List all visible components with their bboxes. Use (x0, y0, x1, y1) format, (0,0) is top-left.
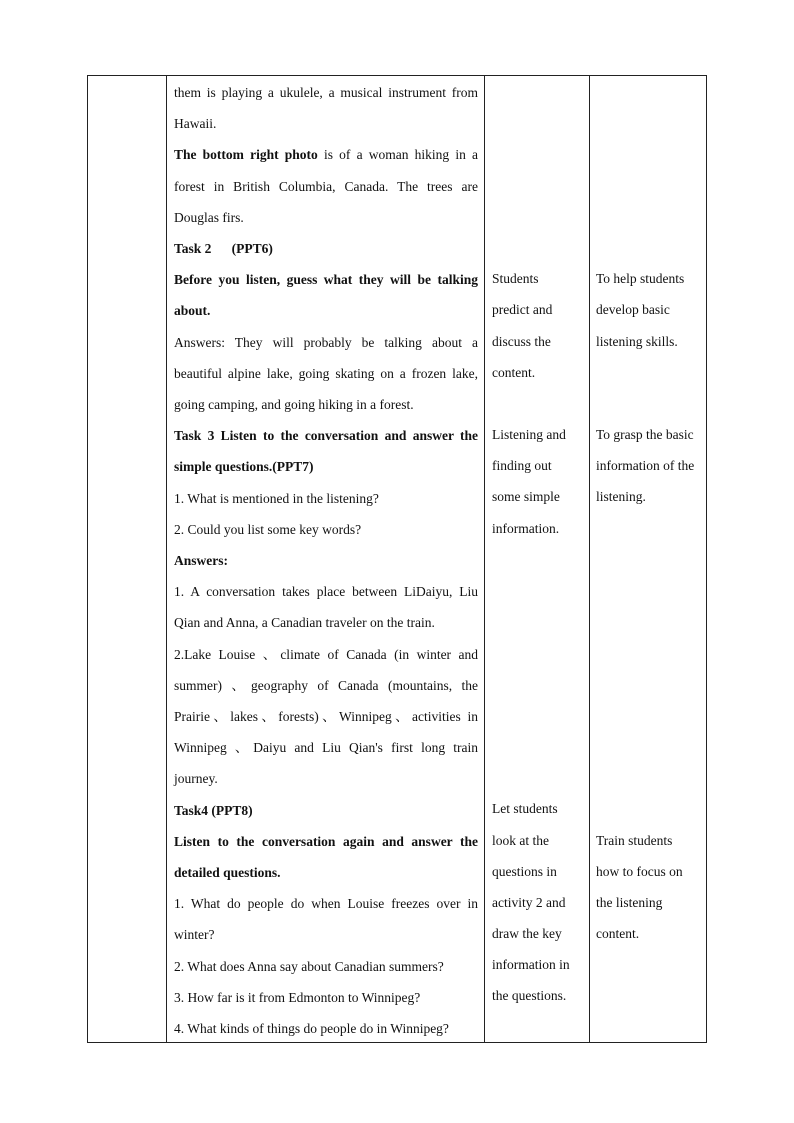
student-activity-line: finding out (492, 458, 552, 474)
student-activity-line: Students (492, 271, 539, 287)
answer-item: 2.Lake Louise 、climate of Canada (in winter and summer) 、geography of Canada (mountains, the Prairie、lakes、forests)、Winnipeg、activities in Winnipeg 、Daiyu and Liu Qian's first long train journey. (174, 646, 478, 787)
student-activity-line: Listening and (492, 427, 566, 443)
student-activity-line: activity 2 and (492, 894, 566, 910)
answer-item: 1. A conversation takes place between LiDaiyu, Liu Qian and Anna, a Canadian traveler on the train. (174, 584, 478, 631)
purpose-line: listening. (596, 489, 646, 505)
column-divider (166, 76, 167, 1042)
column-divider (589, 76, 590, 1042)
student-activity-line: draw the key (492, 926, 562, 942)
student-activity-line: Let students (492, 801, 558, 817)
question-item: 3. How far is it from Edmonton to Winnipeg? (174, 989, 421, 1005)
teaching-procedure-column (174, 76, 478, 1044)
student-activity-line: information in (492, 957, 570, 973)
task-instruction: Before you listen, guess what they will be talking about. (174, 272, 478, 319)
answer-text: Answers: They will probably be talking about a beautiful alpine lake, going skating on a frozen lake, going camping, and going hiking in a forest. (174, 334, 478, 413)
question-item: 4. What kinds of things do people do in Winnipeg? (174, 1021, 449, 1037)
purpose-line: listening skills. (596, 333, 678, 349)
student-activity-line: some simple (492, 489, 560, 505)
student-activity-line: the questions. (492, 988, 567, 1004)
purpose-line: develop basic (596, 302, 670, 318)
procedure-text: them is playing a ukulele, a musical instrument from Hawaii. (174, 85, 478, 132)
question-item: 1. What do people do when Louise freezes over in winter? (174, 896, 478, 943)
purpose-line: the listening (596, 894, 663, 910)
student-activity-line: look at the (492, 832, 549, 848)
task-instruction: Listen to the conversation again and answer the detailed questions. (174, 833, 478, 881)
task-heading: Task 3 Listen to the conversation and answer the simple questions.(PPT7) (174, 428, 478, 475)
student-activity-line: questions in (492, 863, 557, 879)
student-activity-line: predict and (492, 302, 553, 318)
student-activity-line: discuss the (492, 333, 551, 349)
purpose-line: To help students (596, 271, 685, 287)
answers-heading: Answers: (174, 553, 228, 569)
photo-label: The bottom right photo (174, 147, 318, 163)
task-heading: Task 2 (PPT6) (174, 241, 273, 257)
purpose-line: To grasp the basic (596, 427, 694, 443)
purpose-line: information of the (596, 458, 695, 474)
student-activity-line: content. (492, 364, 536, 380)
student-activity-line: information. (492, 520, 560, 536)
column-divider (484, 76, 485, 1042)
question-item: 1. What is mentioned in the listening? (174, 490, 379, 506)
purpose-line: content. (596, 926, 640, 942)
purpose-line: how to focus on (596, 863, 683, 879)
purpose-column (596, 76, 704, 949)
task-heading: Task4 (PPT8) (174, 802, 253, 818)
purpose-line: Train students (596, 832, 673, 848)
lesson-plan-table (87, 75, 707, 1043)
question-item: 2. What does Anna say about Canadian summers? (174, 958, 444, 974)
student-activity-column (492, 76, 584, 1012)
procedure-text (174, 139, 478, 233)
photo-description: is of a woman hiking in a forest in British Columbia, Canada. The trees are Douglas firs. (174, 147, 478, 225)
question-item: 2. Could you list some key words? (174, 521, 362, 537)
